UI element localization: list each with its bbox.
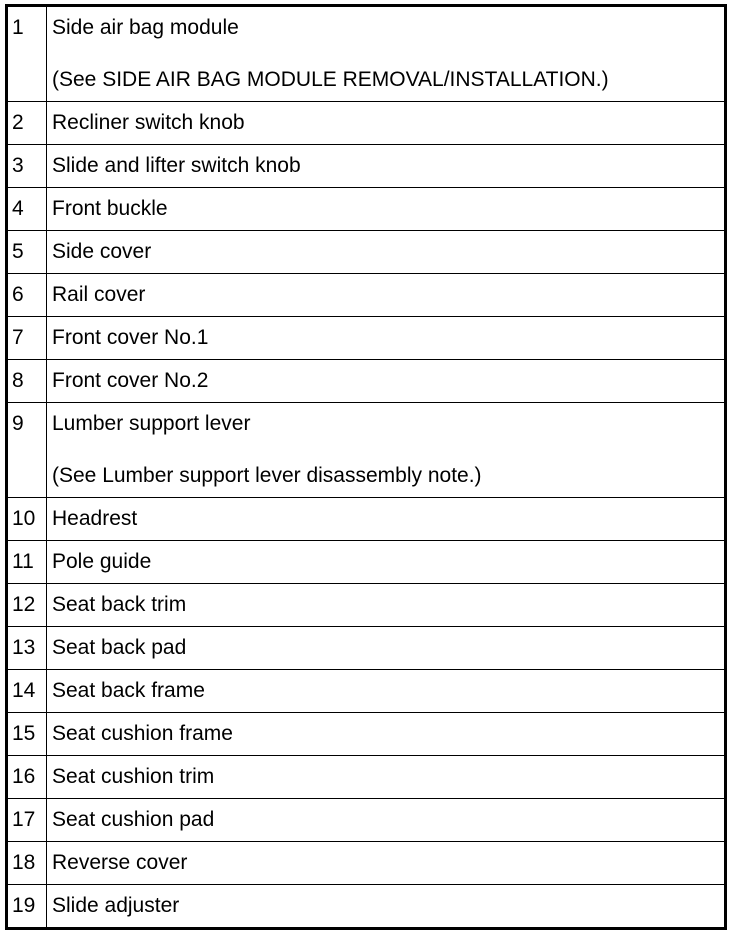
- part-description-cell: [47, 274, 726, 317]
- table-row: [7, 317, 726, 360]
- part-number: 3: [7, 145, 47, 188]
- part-name: Seat back pad: [52, 636, 187, 659]
- part-name: Front cover No.2: [52, 369, 209, 392]
- part-note: (See SIDE AIR BAG MODULE REMOVAL/INSTALLATION.): [52, 68, 609, 91]
- part-description-cell: [47, 627, 726, 670]
- part-name: Side cover: [52, 240, 152, 263]
- part-number: 8: [7, 360, 47, 403]
- table-row: [7, 799, 726, 842]
- part-description-cell: [47, 317, 726, 360]
- parts-table: [5, 4, 727, 930]
- part-name: Slide adjuster: [52, 894, 180, 917]
- part-description-cell: [47, 360, 726, 403]
- table-row: [7, 584, 726, 627]
- part-description-cell: [47, 842, 726, 885]
- table-row: [7, 498, 726, 541]
- parts-table-body: [7, 6, 726, 929]
- part-number: 4: [7, 188, 47, 231]
- part-name: Seat cushion frame: [52, 722, 233, 745]
- part-description-cell: [47, 6, 726, 102]
- part-number: 7: [7, 317, 47, 360]
- part-description-cell: [47, 885, 726, 929]
- part-name: Recliner switch knob: [52, 111, 245, 134]
- part-number: 18: [7, 842, 47, 885]
- part-description-cell: [47, 231, 726, 274]
- table-row: [7, 360, 726, 403]
- part-number: 13: [7, 627, 47, 670]
- part-number: 11: [7, 541, 47, 584]
- part-number: 5: [7, 231, 47, 274]
- part-number: 2: [7, 102, 47, 145]
- part-name: Side air bag module: [52, 16, 239, 39]
- part-description-cell: [47, 584, 726, 627]
- table-row: [7, 188, 726, 231]
- table-row: [7, 670, 726, 713]
- part-number: 16: [7, 756, 47, 799]
- part-number: 14: [7, 670, 47, 713]
- part-name: Slide and lifter switch knob: [52, 154, 301, 177]
- part-number: 12: [7, 584, 47, 627]
- part-name: Reverse cover: [52, 851, 188, 874]
- part-name: Seat cushion pad: [52, 808, 215, 831]
- part-description-cell: [47, 713, 726, 756]
- table-row: [7, 756, 726, 799]
- part-description-cell: [47, 541, 726, 584]
- part-description-cell: [47, 145, 726, 188]
- part-name: Lumber support lever: [52, 412, 251, 435]
- table-row: [7, 885, 726, 929]
- table-row: [7, 274, 726, 317]
- table-row: [7, 842, 726, 885]
- part-number: 6: [7, 274, 47, 317]
- table-row: [7, 231, 726, 274]
- part-name: Headrest: [52, 507, 138, 530]
- part-description-cell: [47, 799, 726, 842]
- table-row: [7, 403, 726, 498]
- table-row: [7, 627, 726, 670]
- part-name: Seat cushion trim: [52, 765, 215, 788]
- part-description-cell: [47, 188, 726, 231]
- part-number: 17: [7, 799, 47, 842]
- part-number: 15: [7, 713, 47, 756]
- part-description-cell: [47, 498, 726, 541]
- part-number: 19: [7, 885, 47, 929]
- part-description-cell: [47, 670, 726, 713]
- table-row: [7, 145, 726, 188]
- part-description-cell: [47, 102, 726, 145]
- table-row: [7, 102, 726, 145]
- part-description-cell: [47, 403, 726, 498]
- part-name: Pole guide: [52, 550, 152, 573]
- part-name: Rail cover: [52, 283, 146, 306]
- part-number: 10: [7, 498, 47, 541]
- table-row: [7, 541, 726, 584]
- part-name: Front cover No.1: [52, 326, 209, 349]
- part-note: (See Lumber support lever disassembly note.): [52, 464, 482, 487]
- part-name: Front buckle: [52, 197, 168, 220]
- part-description-cell: [47, 756, 726, 799]
- table-row: [7, 713, 726, 756]
- part-number: 9: [7, 403, 47, 498]
- table-row: [7, 6, 726, 102]
- part-name: Seat back frame: [52, 679, 205, 702]
- part-number: 1: [7, 6, 47, 102]
- part-name: Seat back trim: [52, 593, 187, 616]
